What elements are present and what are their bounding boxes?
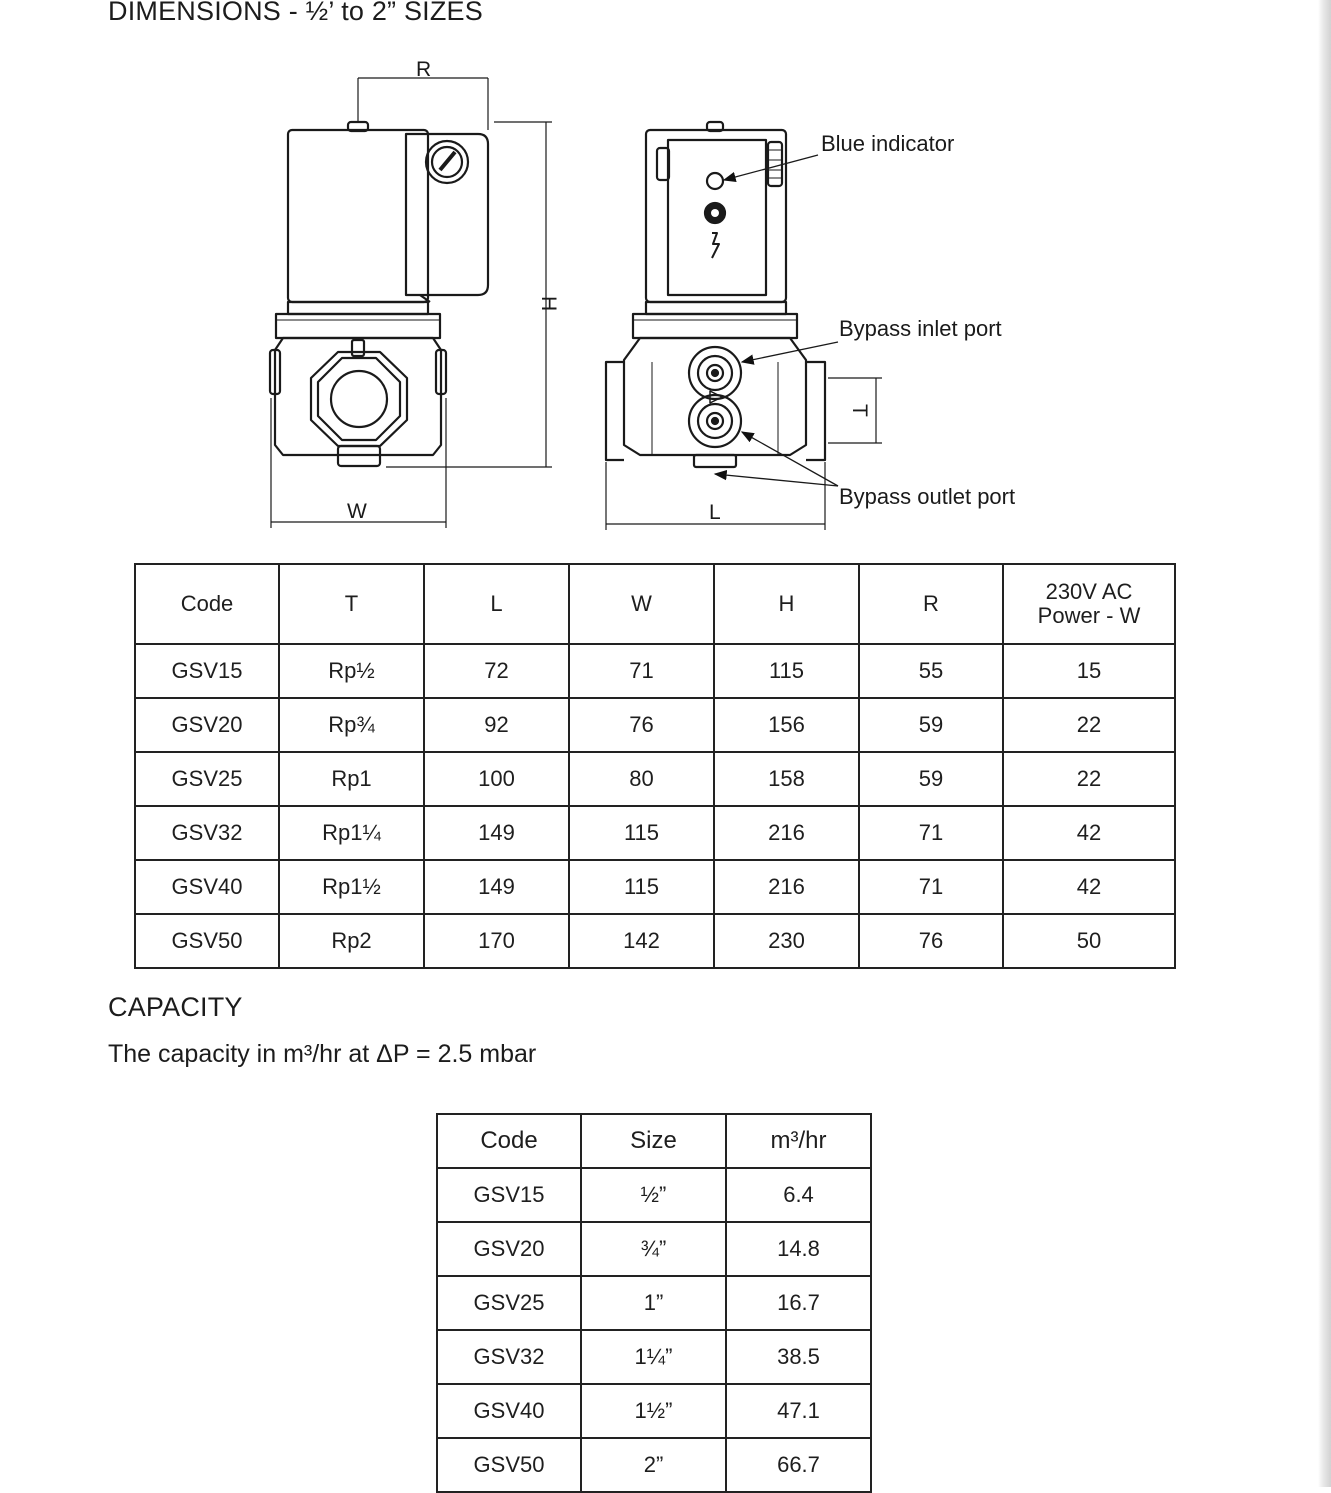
table-row: [437, 1168, 871, 1222]
cell-t: Rp¾: [279, 698, 424, 752]
dim-label-l: L: [709, 501, 721, 524]
dim-label-r: R: [416, 58, 432, 81]
callout-bypass-inlet: Bypass inlet port: [839, 316, 1002, 341]
table-header-row: [135, 564, 1175, 644]
cell-size: ½”: [581, 1168, 726, 1222]
table-header-row: [437, 1114, 871, 1168]
cell-t: Rp1: [279, 752, 424, 806]
table-row: [437, 1438, 871, 1492]
cell-power: 50: [1003, 914, 1175, 968]
cell-w: 80: [569, 752, 714, 806]
cell-w: 115: [569, 860, 714, 914]
cell-power: 15: [1003, 644, 1175, 698]
cell-flow: 66.7: [726, 1438, 871, 1492]
header-t: T: [279, 564, 424, 644]
cell-code: GSV25: [135, 752, 279, 806]
cell-flow: 14.8: [726, 1222, 871, 1276]
cell-l: 92: [424, 698, 569, 752]
cell-code: GSV15: [135, 644, 279, 698]
cell-size: 2”: [581, 1438, 726, 1492]
cell-w: 115: [569, 806, 714, 860]
cell-code: GSV20: [437, 1222, 581, 1276]
cell-h: 216: [714, 806, 859, 860]
cell-power: 22: [1003, 698, 1175, 752]
cell-size: 1½”: [581, 1384, 726, 1438]
cell-t: Rp1¼: [279, 806, 424, 860]
dim-label-t: T: [848, 404, 871, 417]
cell-flow: 6.4: [726, 1168, 871, 1222]
header-flow: m³/hr: [726, 1114, 871, 1168]
cell-code: GSV32: [135, 806, 279, 860]
cell-l: 170: [424, 914, 569, 968]
capacity-table: [436, 1113, 872, 1493]
cell-w: 71: [569, 644, 714, 698]
cell-code: GSV32: [437, 1330, 581, 1384]
cell-size: ¾”: [581, 1222, 726, 1276]
table-row: [135, 806, 1175, 860]
cell-code: GSV25: [437, 1276, 581, 1330]
cell-r: 71: [859, 860, 1003, 914]
cell-t: Rp2: [279, 914, 424, 968]
callout-bypass-outlet: Bypass outlet port: [839, 484, 1016, 509]
capacity-description: The capacity in m³/hr at ΔP = 2.5 mbar: [108, 1040, 537, 1068]
header-l: L: [424, 564, 569, 644]
cell-flow: 38.5: [726, 1330, 871, 1384]
cell-code: GSV50: [437, 1438, 581, 1492]
cell-l: 100: [424, 752, 569, 806]
table-row: [135, 914, 1175, 968]
cell-code: GSV40: [135, 860, 279, 914]
capacity-heading: CAPACITY: [108, 992, 243, 1022]
dim-label-h: H: [537, 296, 560, 312]
cell-flow: 16.7: [726, 1276, 871, 1330]
header-h: H: [714, 564, 859, 644]
cell-t: Rp½: [279, 644, 424, 698]
cell-h: 216: [714, 860, 859, 914]
table-row: [135, 698, 1175, 752]
table-row: [437, 1330, 871, 1384]
cell-l: 149: [424, 806, 569, 860]
cell-code: GSV50: [135, 914, 279, 968]
cell-power: 22: [1003, 752, 1175, 806]
cell-w: 142: [569, 914, 714, 968]
cell-code: GSV40: [437, 1384, 581, 1438]
cell-r: 59: [859, 752, 1003, 806]
table-row: [135, 644, 1175, 698]
cell-t: Rp1½: [279, 860, 424, 914]
header-code: Code: [135, 564, 279, 644]
cell-size: 1”: [581, 1276, 726, 1330]
table-row: [135, 860, 1175, 914]
cell-r: 71: [859, 806, 1003, 860]
callout-blue-indicator: Blue indicator: [821, 131, 955, 156]
cell-w: 76: [569, 698, 714, 752]
header-r: R: [859, 564, 1003, 644]
table-row: [437, 1276, 871, 1330]
valve-dimension-drawing: [0, 0, 1331, 560]
cell-r: 76: [859, 914, 1003, 968]
cell-r: 59: [859, 698, 1003, 752]
cell-size: 1¼”: [581, 1330, 726, 1384]
cell-code: GSV15: [437, 1168, 581, 1222]
cell-h: 156: [714, 698, 859, 752]
header-size: Size: [581, 1114, 726, 1168]
cell-h: 158: [714, 752, 859, 806]
header-power-line1: 230V AC: [1045, 579, 1133, 604]
table-row: [437, 1222, 871, 1276]
cell-l: 72: [424, 644, 569, 698]
cell-r: 55: [859, 644, 1003, 698]
cell-h: 230: [714, 914, 859, 968]
dim-label-w: W: [347, 500, 367, 523]
header-power-line2: Power - W: [1037, 603, 1141, 628]
dimensions-heading: DIMENSIONS - ½’ to 2” SIZES: [108, 0, 483, 26]
dimensions-table: [134, 563, 1176, 969]
cell-h: 115: [714, 644, 859, 698]
table-row: [135, 752, 1175, 806]
cell-power: 42: [1003, 860, 1175, 914]
cell-flow: 47.1: [726, 1384, 871, 1438]
cell-l: 149: [424, 860, 569, 914]
header-power: [1003, 564, 1175, 644]
table-row: [437, 1384, 871, 1438]
header-w: W: [569, 564, 714, 644]
header-code: Code: [437, 1114, 581, 1168]
valve-side-view: [270, 78, 552, 528]
cell-power: 42: [1003, 806, 1175, 860]
cell-code: GSV20: [135, 698, 279, 752]
